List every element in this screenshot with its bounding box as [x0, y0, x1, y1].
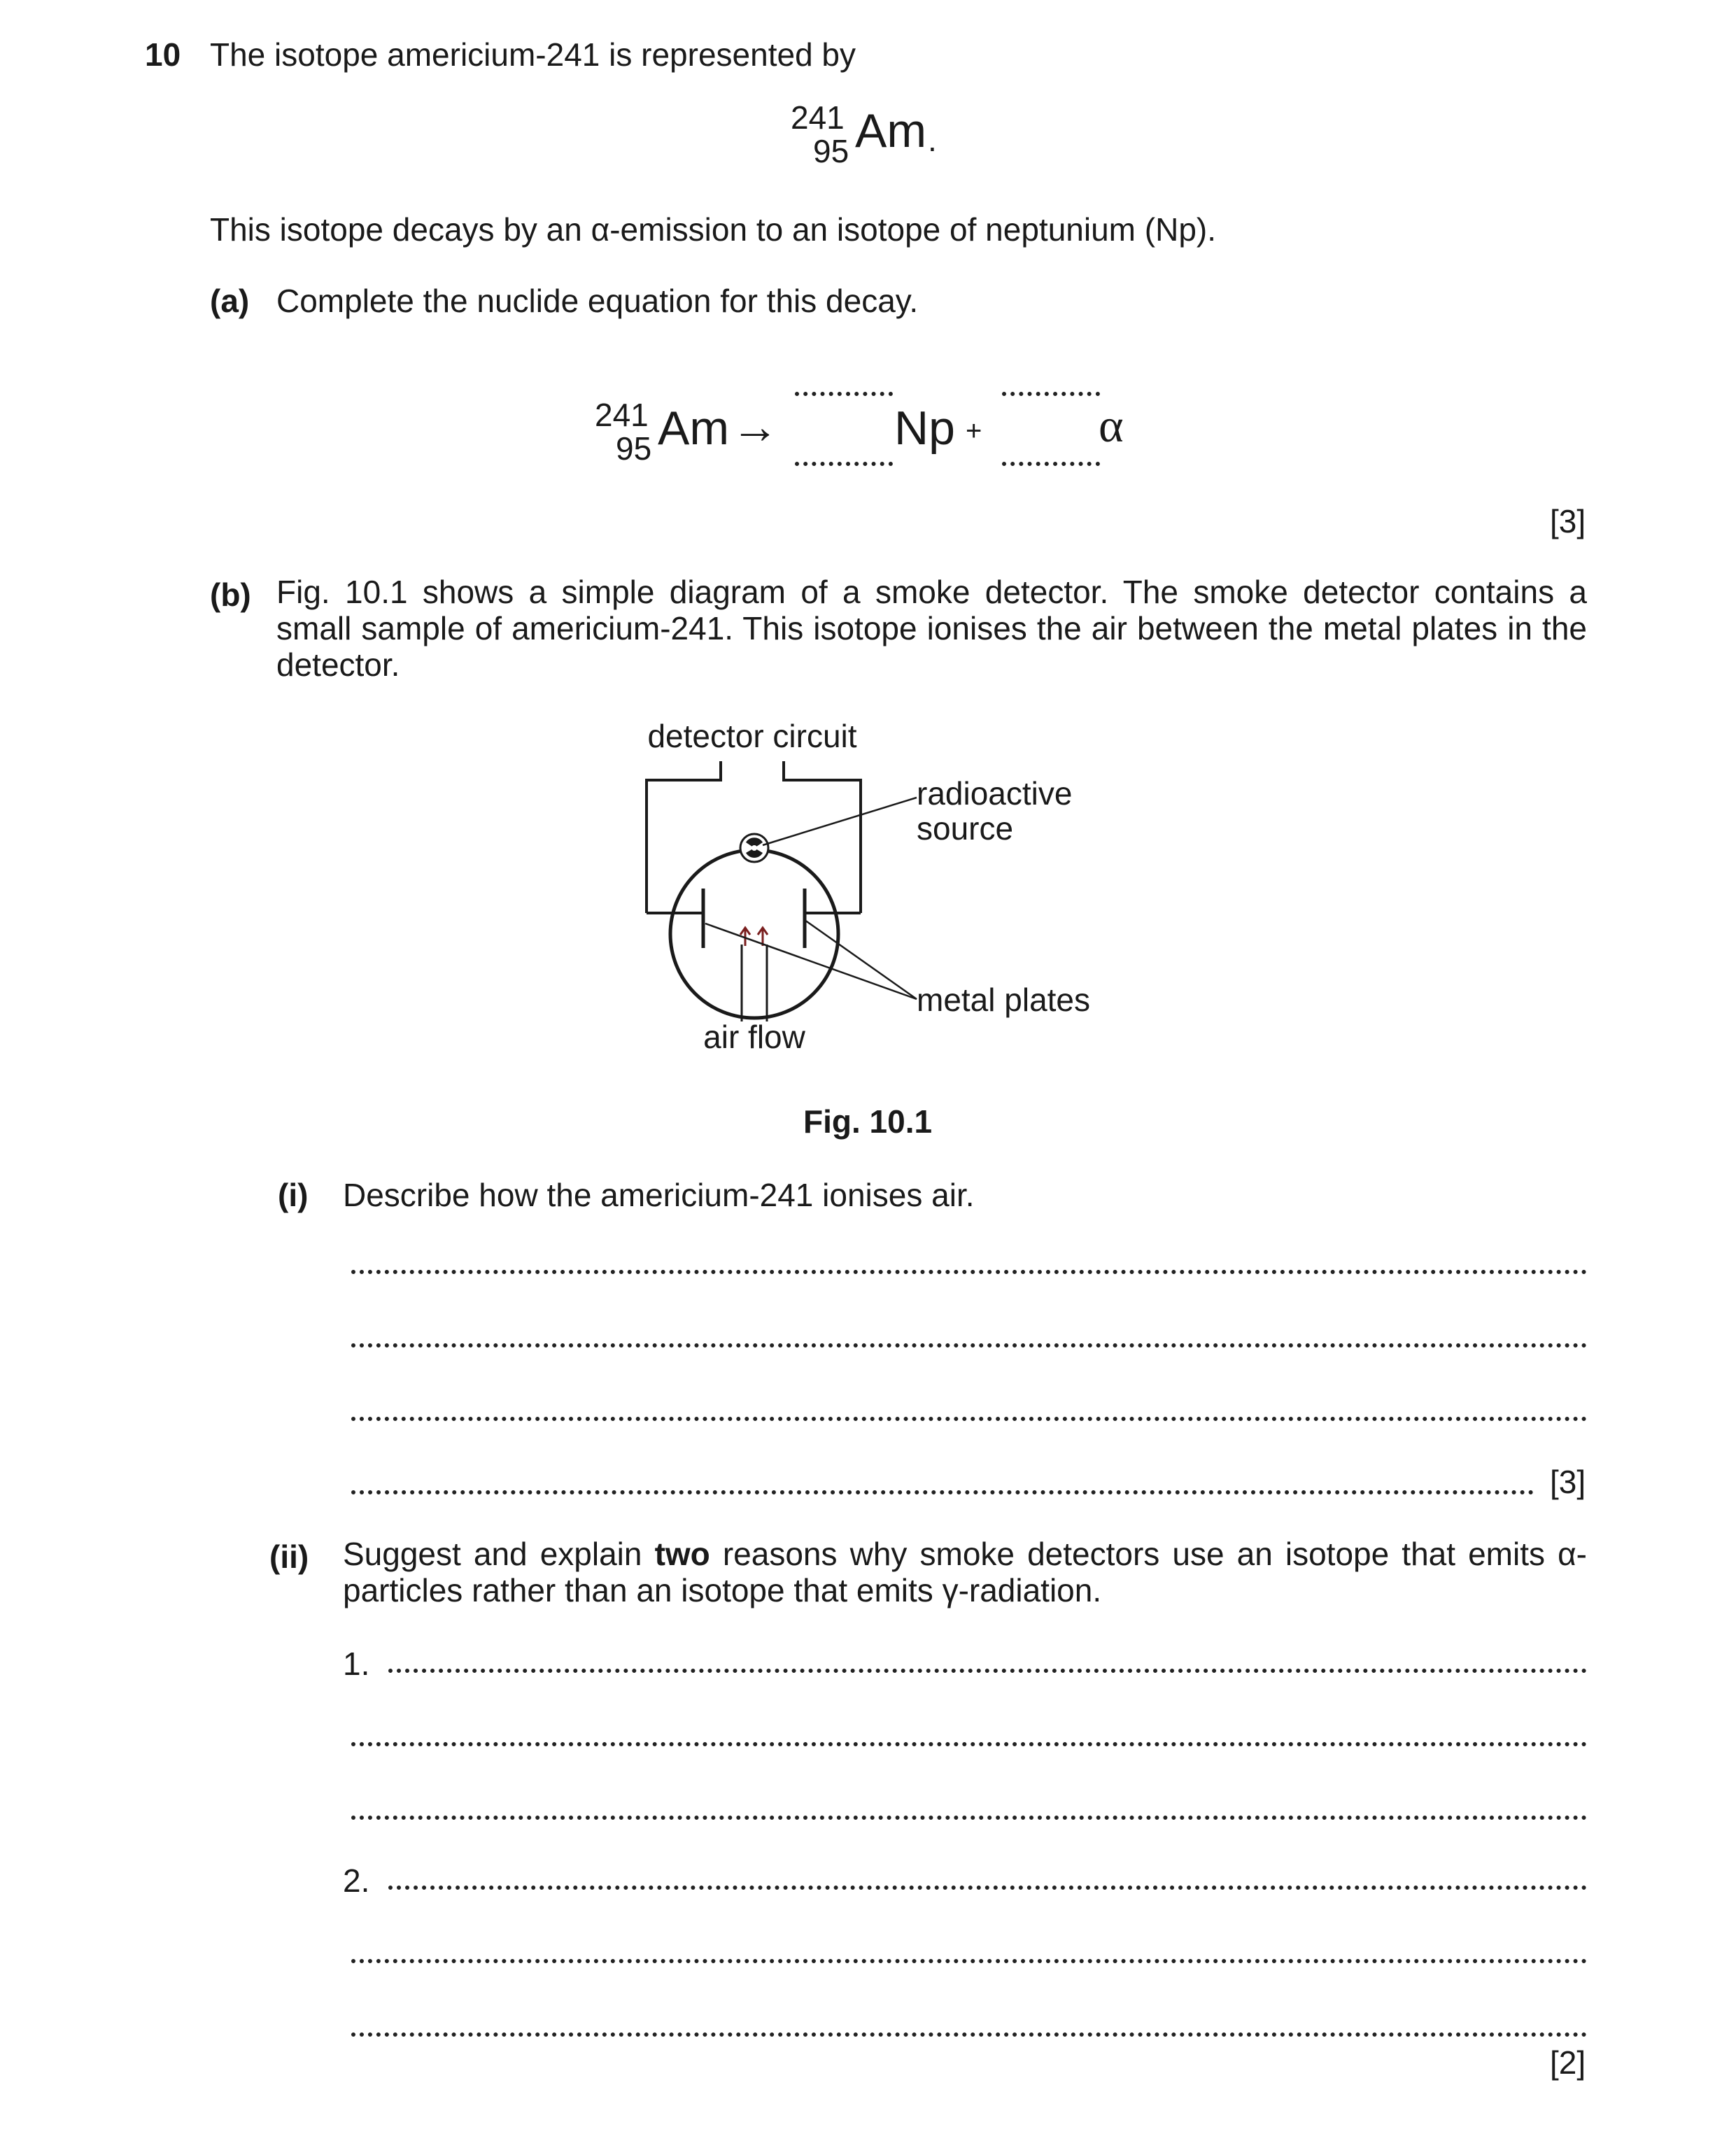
answer-line[interactable] [388, 1886, 1587, 1890]
equation-am-symbol: Am [658, 402, 729, 455]
radiation-symbol-icon [740, 834, 768, 862]
part-ii-label: (ii) [269, 1539, 309, 1575]
air-flow-tubes [742, 945, 767, 1021]
answer-line[interactable] [388, 1669, 1587, 1673]
metal-plates-label: metal plates [917, 982, 1091, 1018]
label-leader-lines [705, 798, 917, 999]
answer-line[interactable] [351, 1816, 1587, 1820]
answer-line[interactable] [351, 1270, 1587, 1274]
answer-line[interactable] [351, 1959, 1587, 1963]
nuclide-symbol: Am [855, 104, 926, 157]
part-a-label: (a) [210, 283, 250, 319]
answer-item-2-number: 2. [343, 1862, 370, 1899]
nuclide-atomic-number: 95 [813, 133, 849, 169]
smoke-detector-diagram [630, 714, 1329, 1063]
nuclide-representation [791, 101, 973, 178]
part-b-label: (b) [210, 577, 251, 613]
equation-mass-number: 241 [595, 397, 649, 433]
figure-caption: Fig. 10.1 [803, 1103, 933, 1140]
radioactive-source-label-line1: radioactive [917, 775, 1073, 812]
answer-item-1-number: 1. [343, 1646, 370, 1682]
equation-np-symbol: Np [894, 402, 955, 455]
part-i-label: (i) [278, 1177, 309, 1213]
detector-chamber [670, 850, 838, 1018]
alpha-atomic-number-blank[interactable] [1002, 462, 1100, 466]
part-ii-prompt-start: Suggest and explain [343, 1536, 655, 1572]
equation-arrow: → [731, 400, 779, 453]
part-b-text: Fig. 10.1 shows a simple diagram of a smoke detector. The smoke detector contains a small sample of americium-241. This isotope ionises the air between the metal plates in the detector. [276, 574, 1587, 683]
equation-plus: + [966, 416, 982, 446]
part-ii-prompt [343, 1536, 1587, 1608]
part-ii-marks: [2] [1550, 2044, 1586, 2081]
question-intro: The isotope americium-241 is represented by [210, 36, 856, 73]
part-i-prompt: Describe how the americium-241 ionises air. [343, 1177, 975, 1213]
nuclide-mass-number: 241 [791, 99, 845, 136]
part-i-marks: [3] [1550, 1464, 1586, 1500]
nuclide-trailing-period: . [928, 122, 937, 158]
air-flow-label: air flow [703, 1019, 805, 1055]
question-number: 10 [145, 36, 181, 73]
answer-line[interactable] [351, 1417, 1587, 1421]
answer-line[interactable] [351, 1742, 1587, 1746]
decay-statement: This isotope decays by an α-emission to an isotope of neptunium (Np). [210, 211, 1216, 248]
radioactive-source-label-line2: source [917, 810, 1014, 847]
part-ii-prompt-emphasis: two [654, 1536, 710, 1572]
part-a-marks: [3] [1550, 503, 1586, 539]
nuclide-equation [588, 378, 1148, 476]
detector-circuit-label: detector circuit [647, 718, 857, 754]
answer-line[interactable] [351, 1343, 1587, 1348]
equation-atomic-number: 95 [616, 430, 652, 467]
part-a-prompt: Complete the nuclide equation for this decay. [276, 283, 919, 319]
np-atomic-number-blank[interactable] [795, 462, 893, 466]
equation-alpha-symbol: α [1099, 399, 1124, 452]
alpha-mass-number-blank[interactable] [1002, 392, 1100, 396]
part-ii-prompt-end: reasons why smoke detectors use an isotope that emits α-particles rather than an isotope that emits γ-radiation. [343, 1536, 1588, 1608]
answer-line[interactable] [351, 2032, 1587, 2037]
answer-line[interactable] [351, 1490, 1534, 1494]
np-mass-number-blank[interactable] [795, 392, 893, 396]
